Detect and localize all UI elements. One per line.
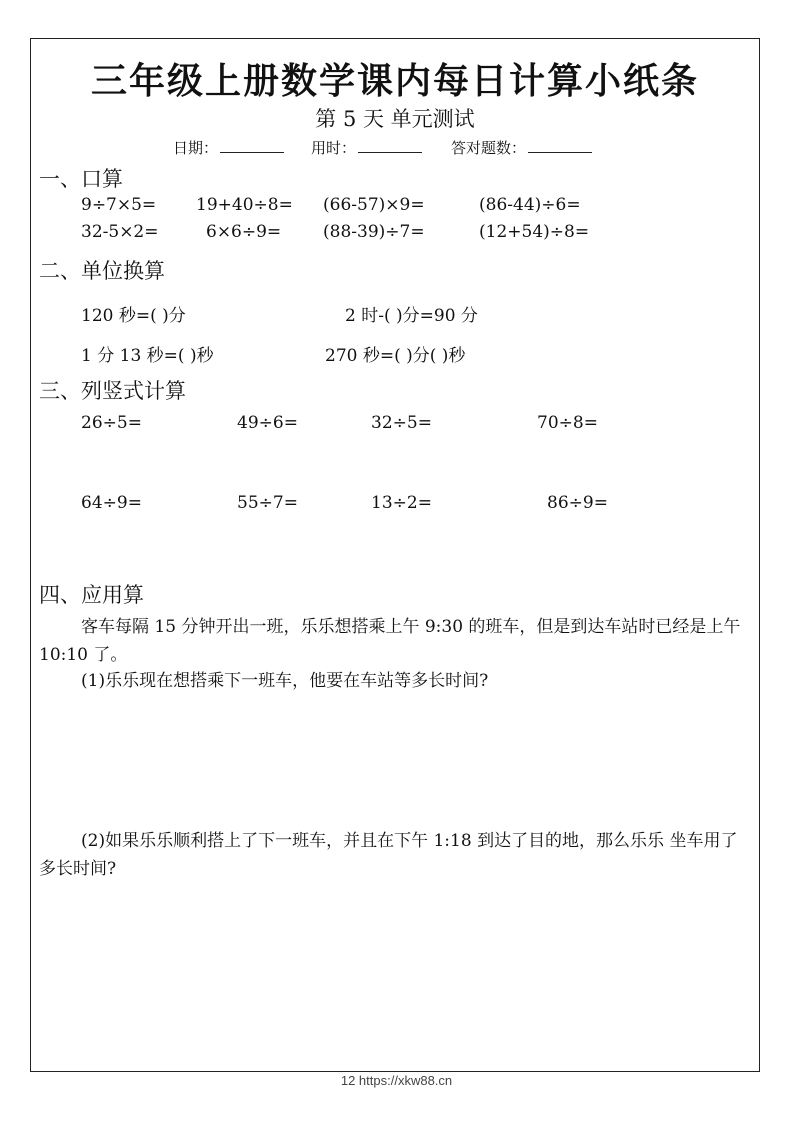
score-blank [528,138,592,153]
worksheet-frame [30,38,760,1072]
page-footer: 12 https://xkw88.cn [340,1073,453,1088]
vertical-problem: 26÷5= [81,413,142,433]
page-subtitle: 第 5 天 单元测试 [315,107,475,131]
oral-problem: (66-57)×9= [323,195,425,215]
oral-problem: (86-44)÷6= [479,195,581,215]
score-field [451,137,592,158]
unit-problem: 120 秒=( )分 [81,306,186,326]
oral-problem: (88-39)÷7= [323,222,425,242]
unit-problem: 270 秒=( )分( )秒 [325,346,466,366]
date-label: 日期： [173,139,219,157]
application-intro: 客车每隔 15 分钟开出一班，乐乐想搭乘上午 9:30 的班车，但是到达车站时已经是上午 10:10 了。 [39,617,741,665]
application-question-1: (1)乐乐现在想搭乘下一班车，他要在车站等多长时间? [81,671,489,691]
vertical-problem: 13÷2= [371,493,432,513]
section-unit-heading: 二、单位换算 [39,259,165,283]
oral-problem: 19+40÷8= [196,195,293,215]
vertical-problem: 32÷5= [371,413,432,433]
vertical-problem: 64÷9= [81,493,142,513]
unit-problem: 2 时-( )分=90 分 [345,306,478,326]
oral-problem: 6×6÷9= [206,222,282,242]
time-field [311,137,422,158]
score-label: 答对题数： [451,139,527,157]
oral-problem: 9÷7×5= [81,195,157,215]
section-application-heading: 四、应用算 [39,583,144,607]
time-label: 用时： [311,139,357,157]
vertical-problem: 49÷6= [237,413,298,433]
unit-problem: 1 分 13 秒=( )秒 [81,346,214,366]
page-title: 三年级上册数学课内每日计算小纸条 [90,61,699,102]
section-oral-heading: 一、口算 [39,167,123,191]
vertical-problem: 70÷8= [537,413,598,433]
oral-problem: 32-5×2= [81,222,159,242]
oral-problem: (12+54)÷8= [479,222,590,242]
application-question-2: (2)如果乐乐顺利搭上了下一班车，并且在下午 1:18 到达了目的地，那么乐乐 坐车用了多长时间? [39,831,738,879]
date-blank [220,138,284,153]
date-field [173,137,284,158]
vertical-problem: 86÷9= [547,493,608,513]
vertical-problem: 55÷7= [237,493,298,513]
section-vertical-heading: 三、列竖式计算 [39,379,186,403]
time-blank [358,138,422,153]
